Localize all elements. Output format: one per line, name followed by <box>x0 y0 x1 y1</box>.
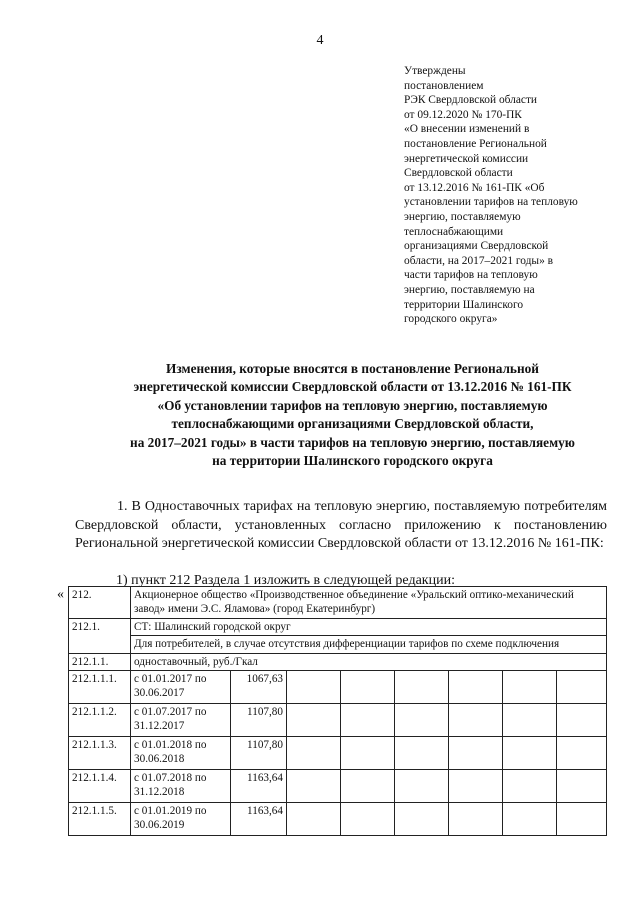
empty-cell <box>341 671 395 704</box>
empty-cell <box>449 737 503 770</box>
empty-cell <box>449 770 503 803</box>
empty-cell <box>395 704 449 737</box>
table-row <box>69 671 607 704</box>
subparagraph-1: 1) пункт 212 Раздела 1 изложить в следующей редакции: <box>116 573 455 588</box>
period-cell: с 01.07.2017 по 31.12.2017 <box>131 704 231 737</box>
approval-line: части тарифов на тепловую <box>404 269 538 282</box>
tariff-type: одноставочный, руб./Гкал <box>131 653 607 670</box>
title-line: Изменения, которые вносятся в постановление Региональной <box>166 361 539 376</box>
opening-quote: « <box>57 587 64 602</box>
title-line: на 2017–2021 годы» в части тарифов на тепловую энергию, поставляемую <box>130 434 575 450</box>
empty-cell <box>287 704 341 737</box>
tariff-value: 1163,64 <box>231 803 287 836</box>
empty-cell <box>557 803 607 836</box>
consumer-group: Для потребителей, в случае отсутствия дифференциации тарифов по схеме подключения <box>131 636 607 653</box>
row-number: 212.1.1.4. <box>69 770 131 803</box>
approval-line: установлении тарифов на тепловую <box>404 196 578 209</box>
empty-cell <box>503 737 557 770</box>
page-number: 4 <box>316 33 324 48</box>
empty-cell <box>395 770 449 803</box>
tariff-table <box>68 586 607 836</box>
approval-line: энергетической комиссии <box>404 152 529 165</box>
table-row <box>69 704 607 737</box>
organization-name: Акционерное общество «Производственное объединение «Уральский оптико-механический завод» имени Э.С. Яламова» (город Екатеринбург) <box>131 587 607 619</box>
approval-line: Свердловской области <box>404 167 513 180</box>
paragraph-1: 1. В Одноставочных тарифах на тепловую энергию, поставляемую потребителям Свердловской области, установленных согласно приложению к постановлению Региональной энергетической комиссии Свердловской области от 13.12.2016 № 161-ПК: <box>75 499 607 552</box>
approval-block <box>404 64 619 327</box>
empty-cell <box>503 704 557 737</box>
row-number: 212.1.1.3. <box>69 737 131 770</box>
period-cell: с 01.01.2018 по 30.06.2018 <box>131 737 231 770</box>
table-row <box>69 636 607 653</box>
empty-cell <box>341 770 395 803</box>
approval-line: от 09.12.2020 № 170-ПК <box>404 108 522 121</box>
title-line: энергетической комиссии Свердловской области от 13.12.2016 № 161-ПК <box>133 379 572 395</box>
empty-cell <box>287 737 341 770</box>
table-row <box>69 653 607 670</box>
approval-line: энергию, поставляемую на <box>404 283 535 296</box>
approval-line: теплоснабжающими <box>404 225 504 238</box>
approval-line: Утверждены <box>404 65 466 77</box>
document-title <box>70 360 635 470</box>
approval-line: энергию, поставляемую <box>404 210 521 223</box>
approval-line: области, на 2017–2021 годы» в <box>404 254 554 267</box>
period-cell: с 01.01.2017 по 30.06.2017 <box>131 671 231 704</box>
document-body <box>75 498 607 554</box>
empty-cell <box>287 770 341 803</box>
approval-line: постановлением <box>404 79 484 92</box>
table-row <box>69 803 607 836</box>
empty-cell <box>395 737 449 770</box>
row-number: 212.1.1.2. <box>69 704 131 737</box>
title-line: «Об установлении тарифов на тепловую энергию, поставляемую <box>157 397 548 413</box>
row-number: 212.1.1.5. <box>69 803 131 836</box>
empty-cell <box>503 803 557 836</box>
tariff-value: 1107,80 <box>231 737 287 770</box>
approval-line: организациями Свердловской <box>404 240 549 253</box>
empty-cell <box>395 803 449 836</box>
table-row <box>69 737 607 770</box>
approval-line: от 13.12.2016 № 161-ПК «Об <box>404 181 545 194</box>
empty-cell <box>503 770 557 803</box>
tariff-value: 1163,64 <box>231 770 287 803</box>
approval-line: «О внесении изменений в <box>404 123 530 136</box>
empty-cell <box>287 803 341 836</box>
empty-cell <box>557 671 607 704</box>
approval-line: РЭК Свердловской области <box>404 94 538 107</box>
approval-line: постановление Региональной <box>404 137 547 150</box>
title-line: на территории Шалинского городского округа <box>212 453 493 469</box>
period-cell: с 01.07.2018 по 31.12.2018 <box>131 770 231 803</box>
row-number: 212.1.1.1. <box>69 671 131 704</box>
approval-line: городского округа» <box>404 313 498 326</box>
row-number: 212.1.1. <box>69 653 131 670</box>
table-row <box>69 770 607 803</box>
period-cell: с 01.01.2019 по 30.06.2019 <box>131 803 231 836</box>
empty-cell <box>395 671 449 704</box>
empty-cell <box>557 770 607 803</box>
empty-cell <box>287 671 341 704</box>
title-line: теплоснабжающими организациями Свердловской области, <box>171 416 534 432</box>
empty-cell <box>341 704 395 737</box>
empty-cell <box>449 671 503 704</box>
empty-cell <box>557 737 607 770</box>
table-row <box>69 618 607 635</box>
row-number: 212. <box>69 587 131 619</box>
tariff-value: 1107,80 <box>231 704 287 737</box>
empty-cell <box>557 704 607 737</box>
empty-cell <box>341 803 395 836</box>
territory-name: СТ: Шалинский городской округ <box>131 618 607 635</box>
empty-cell <box>449 803 503 836</box>
tariff-value: 1067,63 <box>231 671 287 704</box>
table-row <box>69 587 607 619</box>
empty-cell <box>449 704 503 737</box>
approval-line: территории Шалинского <box>404 298 524 311</box>
empty-cell <box>341 737 395 770</box>
row-number: 212.1. <box>69 618 131 653</box>
empty-cell <box>503 671 557 704</box>
